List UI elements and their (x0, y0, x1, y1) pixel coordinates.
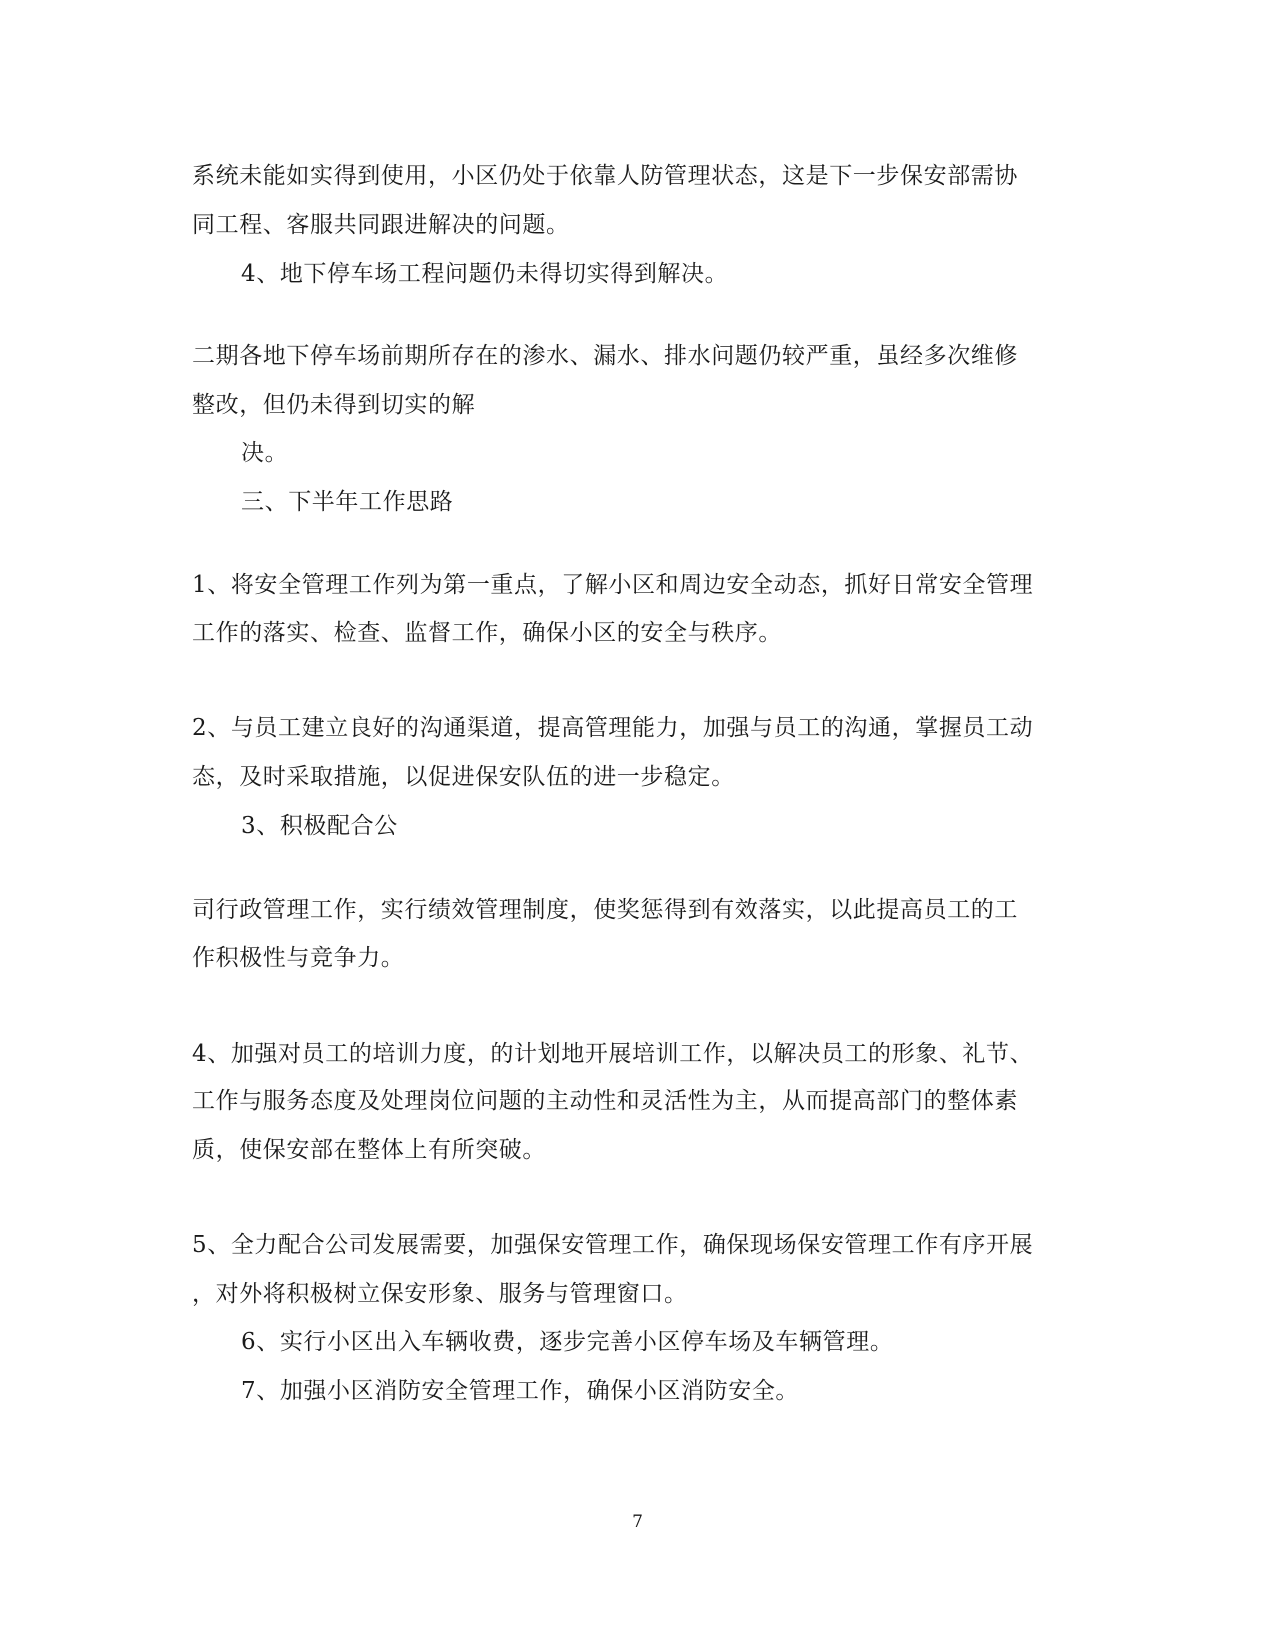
text-line: 4、地下停车场工程问题仍未得切实得到解决。 (241, 261, 729, 287)
text-line: 二期各地下停车场前期所存在的渗水、漏水、排水问题仍较严重，虽经多次维修 (192, 343, 1018, 369)
text-line: 2、与员工建立良好的沟通渠道，提高管理能力，加强与员工的沟通，掌握员工动 (192, 715, 1034, 741)
text-line: 决。 (241, 440, 289, 466)
text-line: 7、加强小区消防安全管理工作，确保小区消防安全。 (241, 1378, 800, 1404)
text-line: 系统未能如实得到使用，小区仍处于依靠人防管理状态，这是下一步保安部需协 (192, 163, 1018, 189)
text-line: 整改，但仍未得到切实的解 (192, 392, 476, 418)
text-line: 同工程、客服共同跟进解决的问题。 (192, 212, 570, 238)
text-line: 作积极性与竞争力。 (192, 945, 405, 971)
text-line: 态，及时采取措施，以促进保安队伍的进一步稳定。 (192, 764, 735, 790)
text-line: 工作的落实、检查、监督工作，确保小区的安全与秩序。 (192, 620, 782, 646)
text-line: 质，使保安部在整体上有所突破。 (192, 1137, 546, 1163)
page-number: 7 (632, 1512, 643, 1532)
text-line: 工作与服务态度及处理岗位问题的主动性和灵活性为主，从而提高部门的整体素 (192, 1088, 1018, 1114)
text-line: 3、积极配合公 (241, 813, 398, 839)
text-line: 5、全力配合公司发展需要，加强保安管理工作，确保现场保安管理工作有序开展 (192, 1232, 1034, 1258)
text-line: ，对外将积极树立保安形象、服务与管理窗口。 (192, 1281, 688, 1307)
text-line: 4、加强对员工的培训力度，的计划地开展培训工作，以解决员工的形象、礼节、 (192, 1041, 1034, 1067)
section-heading: 三、下半年工作思路 (241, 489, 454, 515)
text-line: 6、实行小区出入车辆收费，逐步完善小区停车场及车辆管理。 (241, 1329, 894, 1355)
text-line: 1、将安全管理工作列为第一重点，了解小区和周边安全动态，抓好日常安全管理 (192, 572, 1034, 598)
text-line: 司行政管理工作，实行绩效管理制度，使奖惩得到有效落实，以此提高员工的工 (192, 897, 1018, 923)
